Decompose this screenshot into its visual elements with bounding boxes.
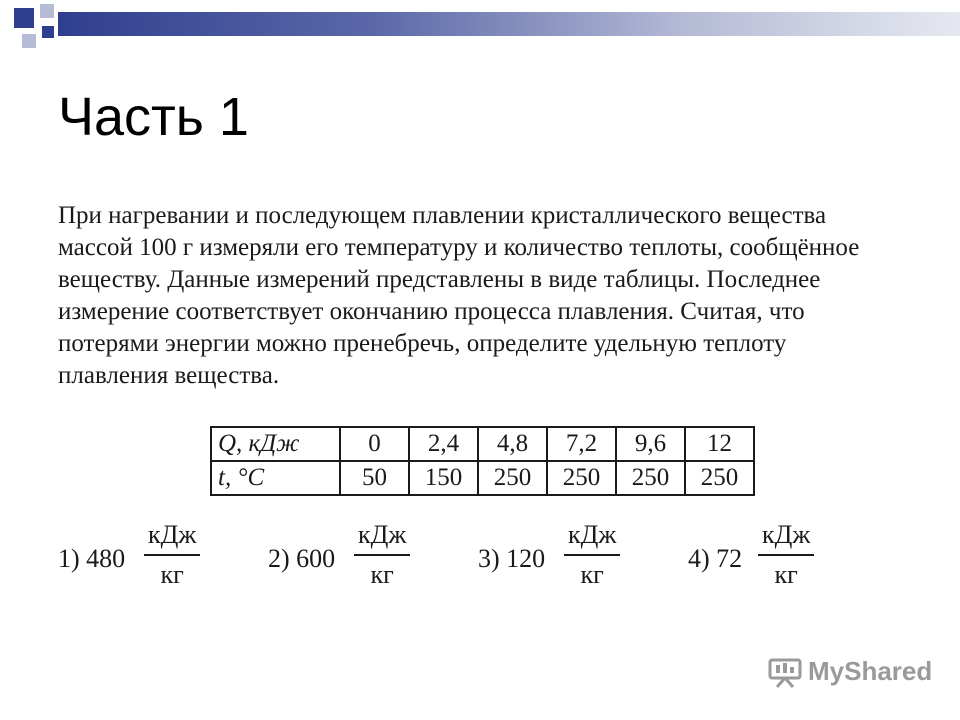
problem-line: При нагревании и последующем плавлении кристаллического вещества xyxy=(58,202,827,229)
answer-label: 2) 600 xyxy=(268,544,336,573)
slide-title: Часть 1 xyxy=(58,87,249,147)
table-cell: 0 xyxy=(340,427,409,461)
table-cell: 250 xyxy=(685,461,754,495)
answer-label: 3) 120 xyxy=(478,544,546,573)
table-cell: 250 xyxy=(616,461,685,495)
problem-line: потерями энергии можно пренебречь, определите удельную теплоту xyxy=(58,330,787,357)
measurement-table xyxy=(210,426,755,496)
answer-options xyxy=(58,520,918,600)
unit-fraction: кДж кг xyxy=(564,520,620,590)
table-cell: 150 xyxy=(409,461,478,495)
unit-fraction: кДж кг xyxy=(144,520,200,590)
square-bullet-icon xyxy=(40,4,54,18)
table-cell: 9,6 xyxy=(616,427,685,461)
table-header-cell: t, °С xyxy=(211,461,340,495)
unit-fraction: кДж кг xyxy=(758,520,814,590)
title-bar xyxy=(58,12,960,36)
table-cell: 12 xyxy=(685,427,754,461)
problem-line: плавления вещества. xyxy=(58,362,280,389)
square-bullet-icon xyxy=(14,8,34,28)
watermark-text: MyShared xyxy=(808,656,933,686)
square-bullet-icon xyxy=(22,34,36,48)
table-header-cell: Q, кДж xyxy=(211,427,340,461)
myshared-logo-icon xyxy=(768,658,802,688)
table-cell: 7,2 xyxy=(547,427,616,461)
table-row xyxy=(211,461,754,495)
answer-label: 1) 480 xyxy=(58,544,126,573)
table-row xyxy=(211,427,754,461)
square-bullet-icon xyxy=(42,26,54,38)
table-cell: 250 xyxy=(478,461,547,495)
problem-line: измерение соответствует окончанию процесса плавления. Считая, что xyxy=(58,298,805,325)
answer-label: 4) 72 xyxy=(688,544,743,573)
problem-line: веществу. Данные измерений представлены в виде таблицы. Последнее xyxy=(58,266,821,293)
table-cell: 50 xyxy=(340,461,409,495)
unit-fraction: кДж кг xyxy=(354,520,410,590)
table-cell: 2,4 xyxy=(409,427,478,461)
problem-line: массой 100 г измеряли его температуру и количество теплоты, сообщённое xyxy=(58,234,860,261)
table-cell: 4,8 xyxy=(478,427,547,461)
problem-text xyxy=(58,200,898,392)
table-cell: 250 xyxy=(547,461,616,495)
